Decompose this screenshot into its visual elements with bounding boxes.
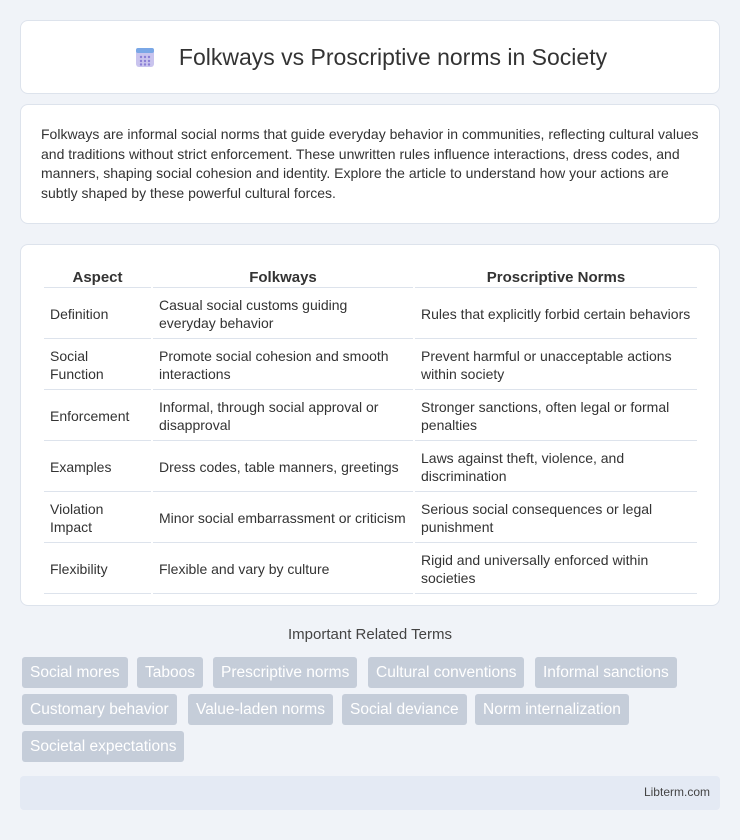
cell-folkways: Informal, through social approval or disapproval bbox=[153, 392, 413, 441]
intro-card bbox=[20, 104, 720, 224]
tag-taboos[interactable]: Taboos bbox=[137, 657, 203, 688]
cell-proscriptive: Rules that explicitly forbid certain behaviors bbox=[415, 290, 697, 339]
cell-proscriptive: Laws against theft, violence, and discrimination bbox=[415, 443, 697, 492]
cell-folkways: Flexible and vary by culture bbox=[153, 545, 413, 594]
table-row bbox=[44, 443, 697, 492]
tag-social-deviance[interactable]: Social deviance bbox=[342, 694, 467, 725]
footer bbox=[20, 776, 720, 810]
cell-aspect: Flexibility bbox=[44, 545, 151, 594]
header-folkways: Folkways bbox=[153, 267, 413, 288]
table-row bbox=[44, 494, 697, 543]
tag-customary-behavior[interactable]: Customary behavior bbox=[22, 694, 177, 725]
page-title: Folkways vs Proscriptive norms in Society bbox=[178, 43, 608, 70]
tag-prescriptive-norms[interactable]: Prescriptive norms bbox=[213, 657, 357, 688]
tag-norm-internalization[interactable]: Norm internalization bbox=[475, 694, 629, 725]
cell-proscriptive: Stronger sanctions, often legal or formal penalties bbox=[415, 392, 697, 441]
cell-aspect: Social Function bbox=[44, 341, 151, 390]
table-row bbox=[44, 392, 697, 441]
table-row bbox=[44, 341, 697, 390]
tag-social-mores[interactable]: Social mores bbox=[22, 657, 128, 688]
tag-cultural-conventions[interactable]: Cultural conventions bbox=[368, 657, 524, 688]
cell-aspect: Examples bbox=[44, 443, 151, 492]
cell-aspect: Enforcement bbox=[44, 392, 151, 441]
intro-text: Folkways are informal social norms that guide everyday behavior in communities, reflecting cultural values and traditions without strict enforcement. These unwritten rules influence interactions, dress codes, and manners, shaping social cohesion and identity. Explore the article to understand how your actions are subtly shaped by these powerful cultural forces. bbox=[41, 126, 699, 201]
comparison-table bbox=[42, 265, 699, 596]
footer-site-link[interactable]: Libterm.com bbox=[643, 785, 710, 799]
cell-folkways: Minor social embarrassment or criticism bbox=[153, 494, 413, 543]
table-row bbox=[44, 290, 697, 339]
cell-aspect: Violation Impact bbox=[44, 494, 151, 543]
cell-proscriptive: Rigid and universally enforced within societies bbox=[415, 545, 697, 594]
cell-folkways: Casual social customs guiding everyday behavior bbox=[153, 290, 413, 339]
tag-value-laden-norms[interactable]: Value-laden norms bbox=[188, 694, 333, 725]
header-proscriptive: Proscriptive Norms bbox=[415, 267, 697, 288]
table-header-row bbox=[44, 267, 697, 288]
cell-proscriptive: Serious social consequences or legal punishment bbox=[415, 494, 697, 543]
cell-aspect: Definition bbox=[44, 290, 151, 339]
table-row bbox=[44, 545, 697, 594]
cell-folkways: Promote social cohesion and smooth interactions bbox=[153, 341, 413, 390]
comparison-card bbox=[20, 244, 720, 606]
tag-informal-sanctions[interactable]: Informal sanctions bbox=[535, 657, 677, 688]
header-card bbox=[20, 20, 720, 94]
cell-folkways: Dress codes, table manners, greetings bbox=[153, 443, 413, 492]
header-aspect: Aspect bbox=[44, 267, 151, 288]
building-icon bbox=[133, 45, 157, 69]
related-terms-title: Important Related Terms bbox=[288, 626, 452, 643]
cell-proscriptive: Prevent harmful or unacceptable actions within society bbox=[415, 341, 697, 390]
tag-societal-expectations[interactable]: Societal expectations bbox=[22, 731, 184, 762]
